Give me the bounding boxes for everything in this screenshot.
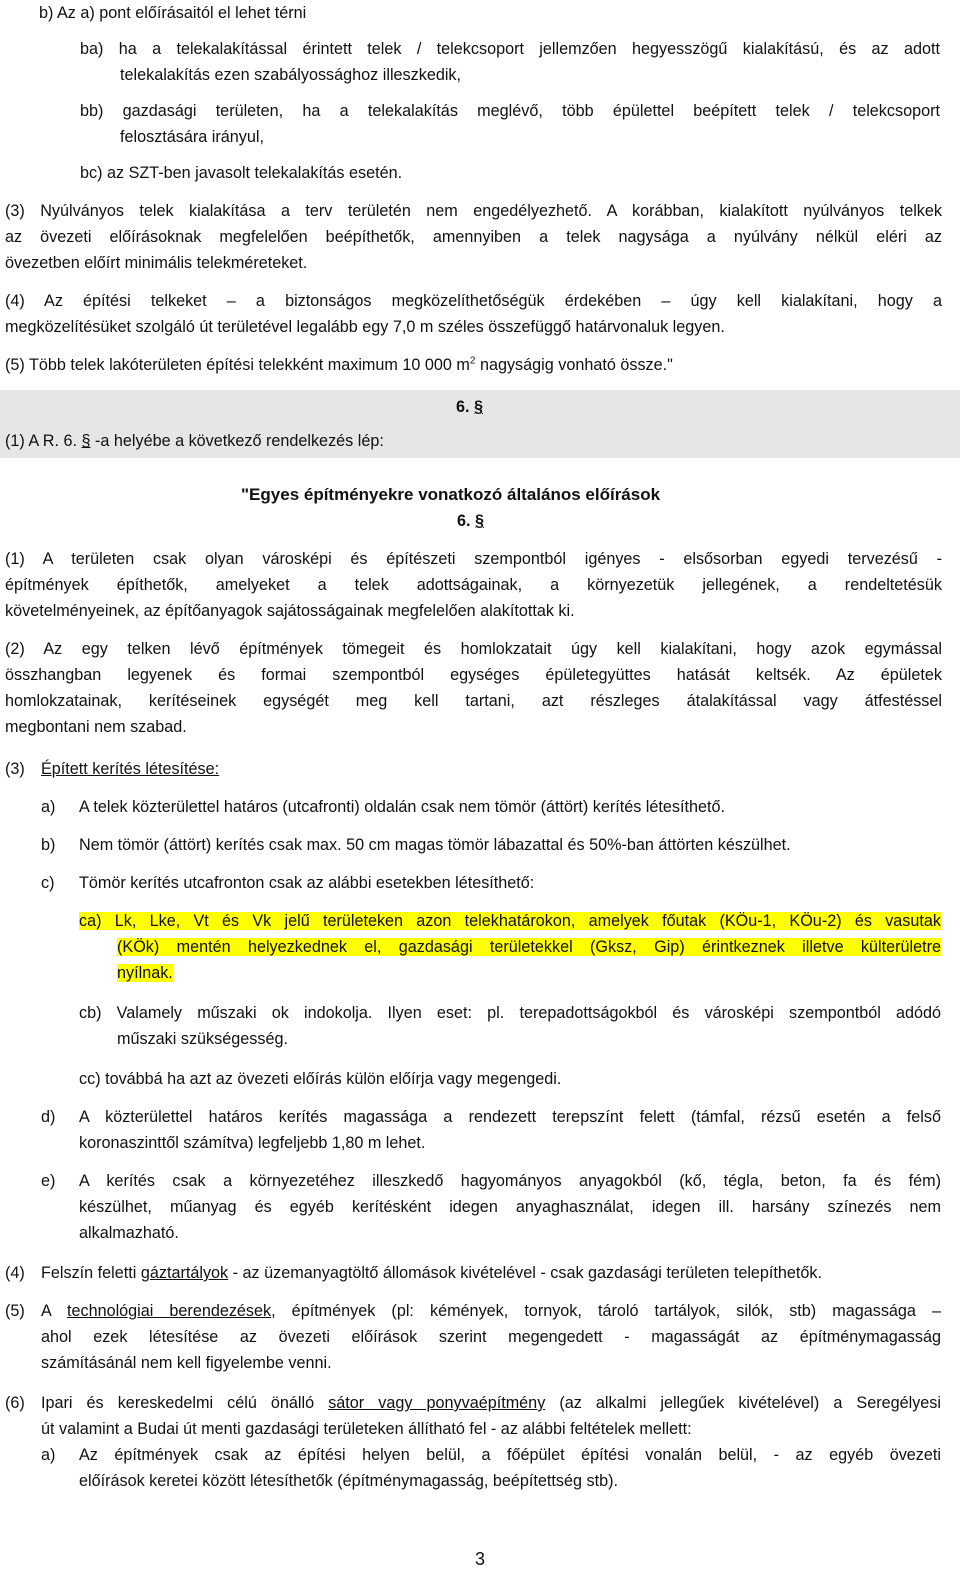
q5-tech-equipment-term: technológiai berendezések — [66, 1302, 272, 1320]
q2-line3: homlokzatainak, kerítéseinek egységét meg kell tartani, azt részleges átalakítással vagy átfestéssel — [5, 692, 942, 710]
q2-line2: összhangban legyenek és formai szempontból egységes épületegyüttes hatását keltsék. Az épületek — [5, 666, 942, 684]
section-6-sign: § — [474, 398, 484, 416]
item-ba-line2: telekalakítás ezen szabályossághoz illeszkedik, — [120, 66, 462, 84]
para-5-text: (5) Több telek lakóterületen építési telekként maximum 10 000 m — [5, 356, 470, 374]
heading-number — [457, 508, 484, 534]
q4-number: (4) — [5, 1264, 25, 1282]
q5-line1 — [41, 1298, 941, 1324]
q3-a-label: a) — [41, 798, 56, 816]
para-4-line2: megközelítésüket szolgáló út területével legalább egy 7,0 m széles összefüggő határvonaluk legyen. — [5, 318, 725, 336]
q5-number: (5) — [5, 1302, 25, 1320]
q6-tent-term: sátor vagy ponyvaépítmény — [328, 1394, 546, 1412]
q3-a-text: A telek közterülettel határos (utcafronti) oldalán csak nem tömör (áttört) kerítés létesíthető. — [79, 798, 725, 816]
para-3-line3: övezetben előírt minimális telekméreteket. — [5, 254, 308, 272]
q3-ca-line3-text: nyílnak. — [117, 964, 173, 982]
q3-ca-line2-text: (KÖk) mentén helyezkednek el, gazdasági területekkel (Gksz, Gip) érintkeznek illetve külterületre — [117, 938, 941, 956]
item-ba-line1: ba) ha a telekalakítással érintett telek / telekcsoport jellemzően hegyesszögű kialakítású, és az adott — [80, 40, 940, 58]
q3-cb-line1: cb) Valamely műszaki ok indokolja. Ilyen eset: pl. terepadottságokból és városképi szempontból adódó — [79, 1004, 941, 1022]
q5-line2: ahol ezek létesítése az övezeti előírások szerint megengedett - magasságát az építménymagasság — [41, 1328, 941, 1346]
q6-text-before: Ipari és kereskedelmi célú önálló — [41, 1394, 329, 1412]
q3-d-line1: A közterülettel határos kerítés magassága a rendezett terepszínt felett (támfal, rézsű esetén a felső — [79, 1108, 941, 1126]
q5-line3: számításánál nem kell figyelembe venni. — [41, 1354, 332, 1372]
para-4-line1: (4) Az építési telkeket – a biztonságos megközelíthetőségük érdekében – úgy kell kialakítani, hogy a — [5, 292, 942, 310]
q3-c-text: Tömör kerítés utcafronton csak az alábbi esetekben létesíthető: — [79, 874, 535, 892]
section-6-num: 6. — [456, 398, 470, 416]
item-bc: bc) az SZT-ben javasolt telekalakítás esetén. — [80, 164, 403, 182]
q6-text-after: (az alkalmi jellegűek kivételével) a Seregélyesi — [545, 1394, 942, 1412]
q4-text — [41, 1260, 946, 1286]
q6-a-line1: Az építmények csak az építési helyen belül, a főépület építési vonalán belül, - az egyéb övezeti — [79, 1446, 941, 1464]
q6-line2: út valamint a Budai út menti gazdasági területeken állítható fel - az alábbi feltételek mellett: — [41, 1420, 692, 1438]
q3-b-text: Nem tömör (áttört) kerítés csak max. 50 cm magas tömör lábazattal és 50%-ban áttörten készülhet. — [79, 836, 791, 854]
q5-text-after: , építmények (pl: kémények, tornyok, tároló tartályok, silók, stb) magassága – — [271, 1302, 941, 1320]
q1-line3: követelményeinek, az építőanyagok sajátosságainak megfelelően alakítottak ki. — [5, 602, 575, 620]
q3-ca-line1-text: ca) Lk, Lke, Vt és Vk jelű területeken azon telekhatárokon, amelyek főutak (KÖu-1, KÖu-2) és vasutak — [79, 912, 941, 930]
q3-ca-line3 — [117, 960, 941, 986]
item-b-line: b) Az a) pont előírásaitól el lehet térni — [39, 4, 307, 22]
heading-title: "Egyes építményekre vonatkozó általános előírások — [241, 485, 661, 504]
q4-text-before: Felszín feletti — [41, 1264, 141, 1282]
q4-text-after: - az üzemanyagtöltő állomások kivételével - csak gazdasági területen telepíthetők. — [228, 1264, 823, 1282]
q5-text-before: A — [41, 1302, 67, 1320]
section-6-intro-sign: § — [81, 432, 91, 450]
para-3-line2: az övezeti előírásoknak megfelelően beépíthetők, amennyiben a telek nagysága a nyúlvány nélkül eléri az — [5, 228, 942, 246]
heading-num: 6. — [457, 512, 471, 530]
q3-e-line2: készülhet, műanyag és egyéb kerítésként idegen anyaghasználat, idegen ill. harsány színezés nem — [79, 1198, 941, 1216]
q2-line4: megbontani nem szabad. — [5, 718, 187, 736]
q3-c-label: c) — [41, 874, 55, 892]
para-5 — [5, 352, 942, 378]
q2-line1: (2) Az egy telken lévő építmények tömegeit és homlokzatait úgy kell kialakítani, hogy azok egymással — [5, 640, 942, 658]
para-5-text-after: nagyságig vonható össze." — [475, 356, 673, 374]
section-6-intro-rest: -a helyébe a következő rendelkezés lép: — [90, 432, 384, 450]
item-bb-line1: bb) gazdasági területen, ha a telekalakítás meglévő, több épülettel beépített telek / telekcsoport — [80, 102, 940, 120]
item-bb-line2: felosztására irányul, — [120, 128, 264, 146]
q3-e-line1: A kerítés csak a környezetéhez illeszkedő hagyományos anyagokból (kő, tégla, beton, fa és fém) — [79, 1172, 941, 1190]
q4-gas-tank-term: gáztartályok — [140, 1264, 229, 1282]
q3-cc: cc) továbbá ha azt az övezeti előírás külön előírja vagy megengedi. — [79, 1070, 562, 1088]
q6-number: (6) — [5, 1394, 25, 1412]
q1-line2: építmények építhetők, amelyeket a telek adottságainak, a környezetük jellegének, a rendeltetésük — [5, 576, 942, 594]
q6-line1 — [41, 1390, 941, 1416]
q3-d-label: d) — [41, 1108, 56, 1126]
q3-e-line3: alkalmazható. — [79, 1224, 179, 1242]
q6-a-label: a) — [41, 1446, 56, 1464]
page-number: 3 — [474, 1549, 485, 1569]
q3-ca-line1 — [79, 908, 941, 934]
q6-a-line2: előírások keretei között létesíthetők (építménymagasság, beépítettség stb). — [79, 1472, 618, 1490]
section-6-number — [456, 394, 483, 420]
q3-b-label: b) — [41, 836, 56, 854]
para-5-sup: 2 — [469, 355, 476, 367]
heading-sign: § — [475, 512, 485, 530]
q3-cb-line2: műszaki szükségesség. — [117, 1030, 288, 1048]
para-3-line1: (3) Nyúlványos telek kialakítása a terv területén nem engedélyezhető. A korábban, kialakított nyúlványos telkek — [5, 202, 942, 220]
q1-line1: (1) A területen csak olyan városképi és építészeti szempontból igényes - elsősorban egyedi tervezésű - — [5, 550, 942, 568]
q3-d-line2: koronaszinttől számítva) legfeljebb 1,80 m lehet. — [79, 1134, 426, 1152]
q3-e-label: e) — [41, 1172, 56, 1190]
section-6-intro-text: (1) A R. 6. — [5, 432, 77, 450]
q3-ca-line2 — [117, 934, 941, 960]
q3-number: (3) — [5, 760, 25, 778]
q3-title: Épített kerítés létesítése: — [41, 760, 220, 778]
section-6-intro — [5, 428, 384, 454]
